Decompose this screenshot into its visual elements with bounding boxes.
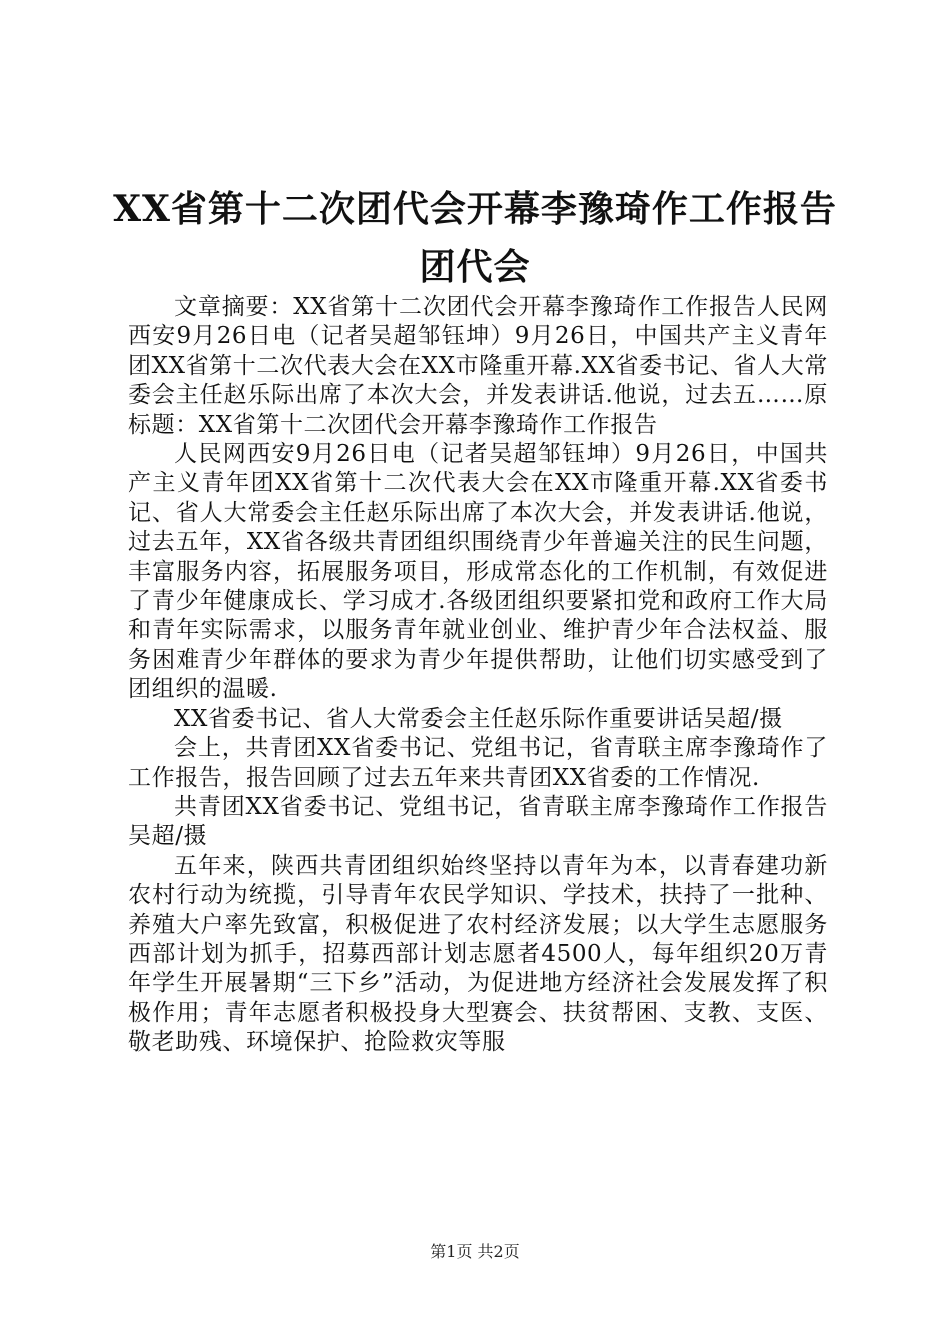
document-title-continued: 团代会 [419, 246, 531, 288]
photo-caption: XX省委书记、省人大常委会主任赵乐际作重要讲话吴超/摄 [174, 705, 783, 732]
paragraph: 五年来，陕西共青团组织始终坚持以青年为本，以青春建功新农村行动为统揽，引导青年农民学知识、学技术，扶持了一批种、养殖大户率先致富，积极促进了农村经济发展；以大学生志愿服务西部计划为抓手，招募西部计划志愿者4500人，每年组织20万青年学生开展暑期“三下乡”活动，为促进地方经济社会发展发挥了积极作用；青年志愿者积极投身大型赛会、扶贫帮困、支教、支医、敬老助残、环境保护、抢险救灾等服 [128, 852, 828, 1056]
paragraph-abstract: 文章摘要：XX省第十二次团代会开幕李豫琦作工作报告人民网西安9月26日电（记者吴超邹钰坤）9月26日，中国共产主义青年团XX省第十二次代表大会在XX市隆重开幕.XX省委书记、省人大常委会主任赵乐际出席了本次大会，并发表讲话.他说，过去五……原标题：XX省第十二次团代会开幕李豫琦作工作报告 [128, 294, 828, 438]
page-number-footer: 第1页 共2页 [430, 1242, 520, 1261]
photo-caption: 共青团XX省委书记、党组书记，省青联主席李豫琦作工作报告吴超/摄 [128, 793, 828, 850]
document-title: XX省第十二次团代会开幕李豫琦作工作报告 [113, 188, 837, 230]
paragraph: 会上，共青团XX省委书记、党组书记，省青联主席李豫琦作了工作报告，报告回顾了过去五年来共青团XX省委的工作情况. [128, 735, 828, 791]
document-body [128, 293, 828, 1058]
paragraph: 人民网西安9月26日电（记者吴超邹钰坤）9月26日，中国共产主义青年团XX省第十二次代表大会在XX市隆重开幕.XX省委书记、省人大常委会主任赵乐际出席了本次大会，并发表讲话.他说，过去五年，XX省各级共青团组织围绕青少年普遍关注的民生问题，丰富服务内容，拓展服务项目，形成常态化的工作机制，有效促进了青少年健康成长、学习成才.各级团组织要紧扣党和政府工作大局和青年实际需求，以服务青年就业创业、维护青少年合法权益、服务困难青少年群体的要求为青少年提供帮助，让他们切实感受到了团组织的温暖. [128, 441, 828, 703]
